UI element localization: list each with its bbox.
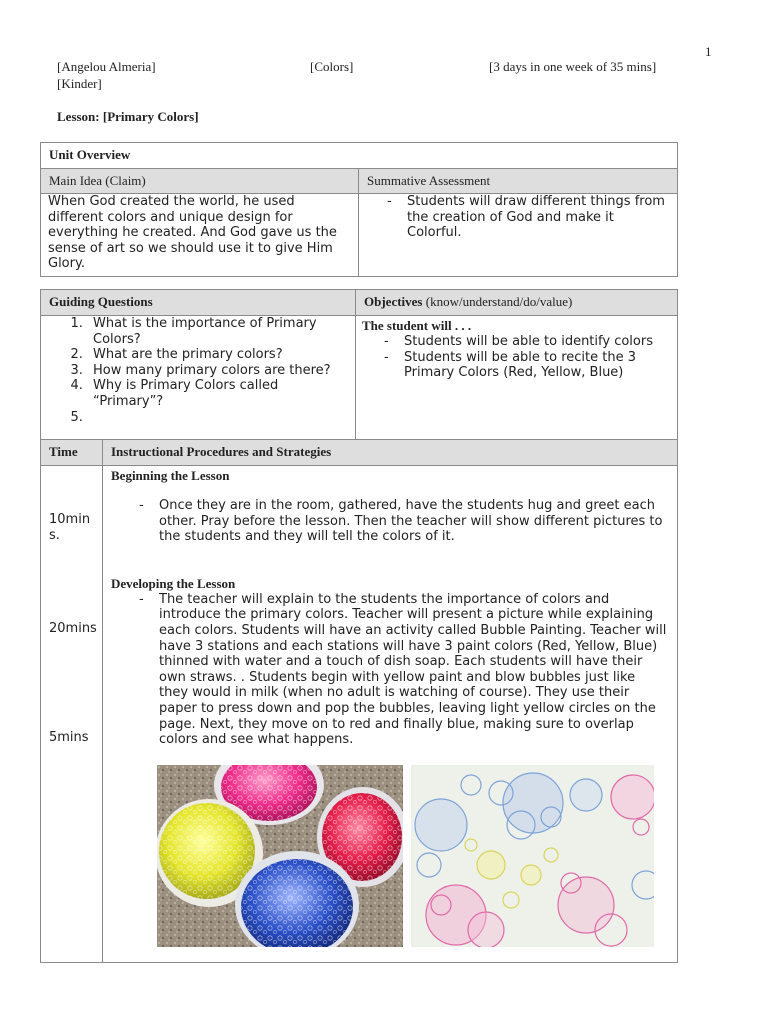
unit-overview-table [40,142,678,277]
lesson-title: Lesson: [Primary Colors] [57,109,199,124]
guiding-questions-list [41,316,347,426]
objective-item: - Students will be able to recite the 3 Primary Colors (Red, Yellow, Blue) [356,350,667,381]
objectives-lead: The student will . . . [362,318,472,333]
procedures-title: Instructional Procedures and Strategies [111,444,332,459]
guiding-question-item: 4. Why is Primary Colors called “Primary”? [87,378,347,409]
main-idea-text: When God created the world, he used different colors and unique design for everything he created. And God gave us the sense of art so we should use it to give Him Glory. [41,194,359,277]
time-column [41,466,103,963]
summative-item: - Students will draw different things from the creation of God and make it Colorful. [359,194,667,241]
duration-field: [3 days in one week of 35 mins] [489,59,657,74]
developing-list [111,592,667,748]
objectives-subtitle: (know/understand/do/value) [422,294,573,309]
beginning-list [111,498,667,545]
unit-overview-title: Unit Overview [49,147,131,162]
guiding-question-item: 2. What are the primary colors? [87,347,347,363]
guiding-questions-title: Guiding Questions [49,294,153,309]
time-column-header: Time [49,444,78,459]
developing-item: - The teacher will explain to the students the importance of colors and introduce the primary colors. Teacher will present a picture while explaining each colors. Students will have an activity called Bubble Painting. Teacher will have 3 stations and each stations will have 3 paint colors (Red, Yellow, Blue) thinned with water and a touch of dish soap. Each students will have their own straws. . Students begin with yellow paint and blow bubbles just like they would in milk (when no adult is watching of course). They use their paper to press down and pop the bubbles, leaving light yellow circles on the page. Next, they move on to red and finally blue, making sure to overlap colors and see what happens. [111,592,667,748]
summative-list [359,194,667,241]
grade-field: [Kinder] [57,76,102,91]
guiding-question-item [87,410,347,426]
time-slot: 20mins [49,621,97,636]
main-idea-label: Main Idea (Claim) [41,169,359,194]
page-number: 1 [705,44,712,59]
author-field: [Angelou Almeria] [57,59,156,74]
bubble-paint-cups-photo [157,765,403,947]
time-slot: 5mins [49,730,89,745]
objectives-list [356,334,667,381]
guiding-question-item: 3. How many primary colors are there? [87,363,347,379]
objective-item: - Students will be able to identify colors [356,334,667,350]
beginning-heading: Beginning the Lesson [111,468,230,483]
summative-label: Summative Assessment [359,169,678,194]
guiding-question-item: 1. What is the importance of Primary Colors? [87,316,347,347]
bubble-painting-print-photo [411,765,654,947]
objectives-title: Objectives [364,294,423,309]
beginning-item: - Once they are in the room, gathered, have the students hug and greet each other. Pray before the lesson. Then the teacher will show different pictures to the students and they will tell the colors of it. [111,498,665,545]
subject-field: [Colors] [310,59,354,74]
time-slot: 10mins. [49,512,91,543]
developing-heading: Developing the Lesson [111,575,236,591]
